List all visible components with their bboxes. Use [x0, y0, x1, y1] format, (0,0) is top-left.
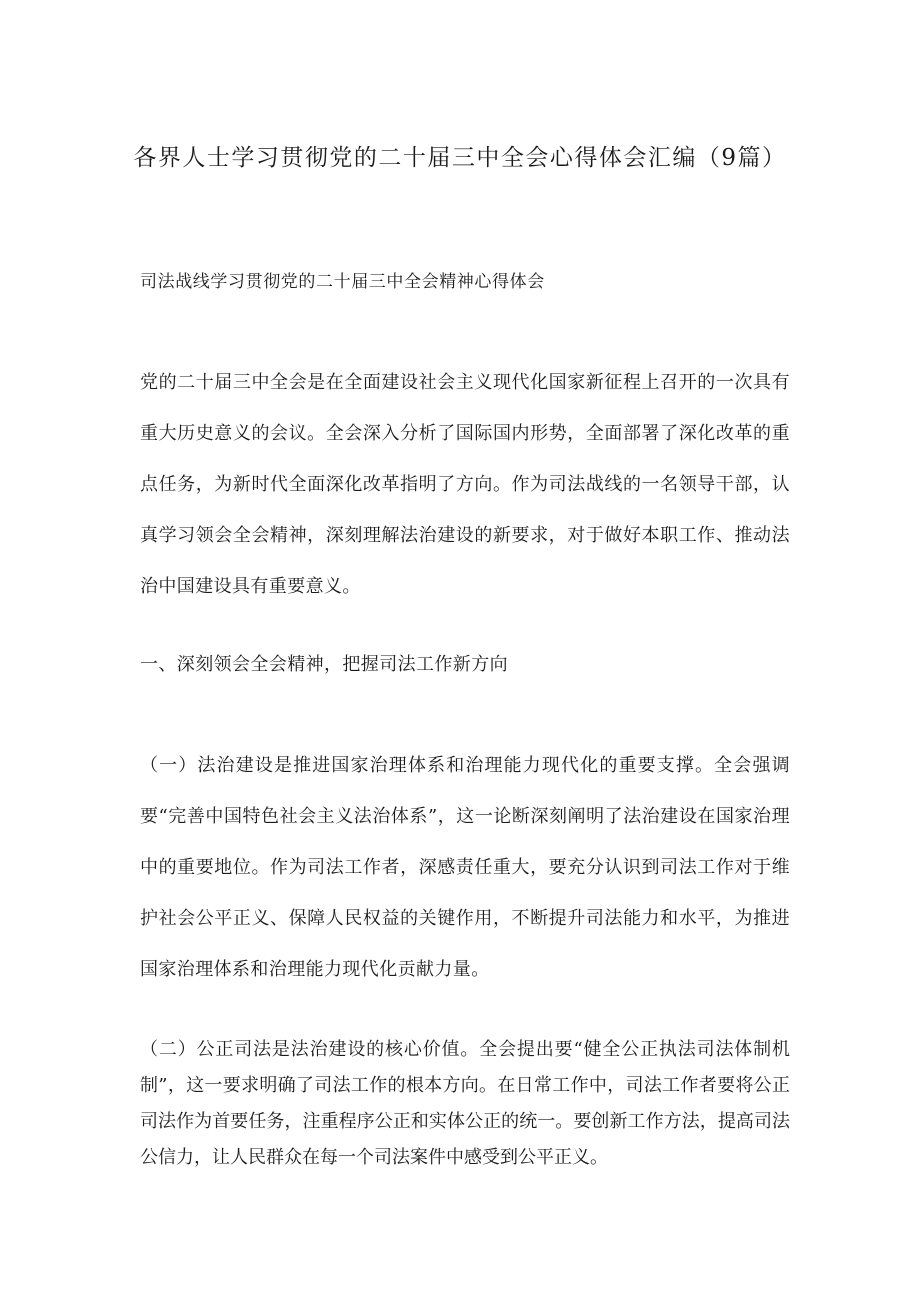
document-title: 各界人士学习贯彻党的二十届三中全会心得体会汇编（9篇）	[133, 145, 787, 171]
section-heading: 一、深刻领会全会精神，把握司法工作新方向	[140, 654, 508, 675]
body-paragraph: （一）法治建设是推进国家治理体系和治理能力现代化的重要支撑。全会强调要“完善中国特色社会主义法治体系”，这一论断深刻阐明了法治建设在国家治理中的重要地位。作为司法工作者，深感责任重大，要充分认识到司法工作对于维护社会公平正义、保障人民权益的关键作用，不断提升司法能力和水平，为推进国家治理体系和治理能力现代化贡献力量。	[140, 755, 790, 980]
article-title: 司法战线学习贯彻党的二十届三中全会精神心得体会	[140, 272, 545, 292]
intro-paragraph: 党的二十届三中全会是在全面建设社会主义现代化国家新征程上召开的一次具有重大历史意义的会议。全会深入分析了国际国内形势，全面部署了深化改革的重点任务，为新时代全面深化改革指明了方向。作为司法战线的一名领导干部，认真学习领会全会精神，深刻理解法治建设的新要求，对于做好本职工作、推动法治中国建设具有重要意义。	[140, 372, 790, 597]
body-paragraph: （二）公正司法是法治建设的核心价值。全会提出要“健全公正执法司法体制机制”，这一要求明确了司法工作的根本方向。在日常工作中，司法工作者要将公正司法作为首要任务，注重程序公正和实体公正的统一。要创新工作方法，提高司法公信力，让人民群众在每一个司法案件中感受到公平正义。	[140, 1039, 790, 1168]
